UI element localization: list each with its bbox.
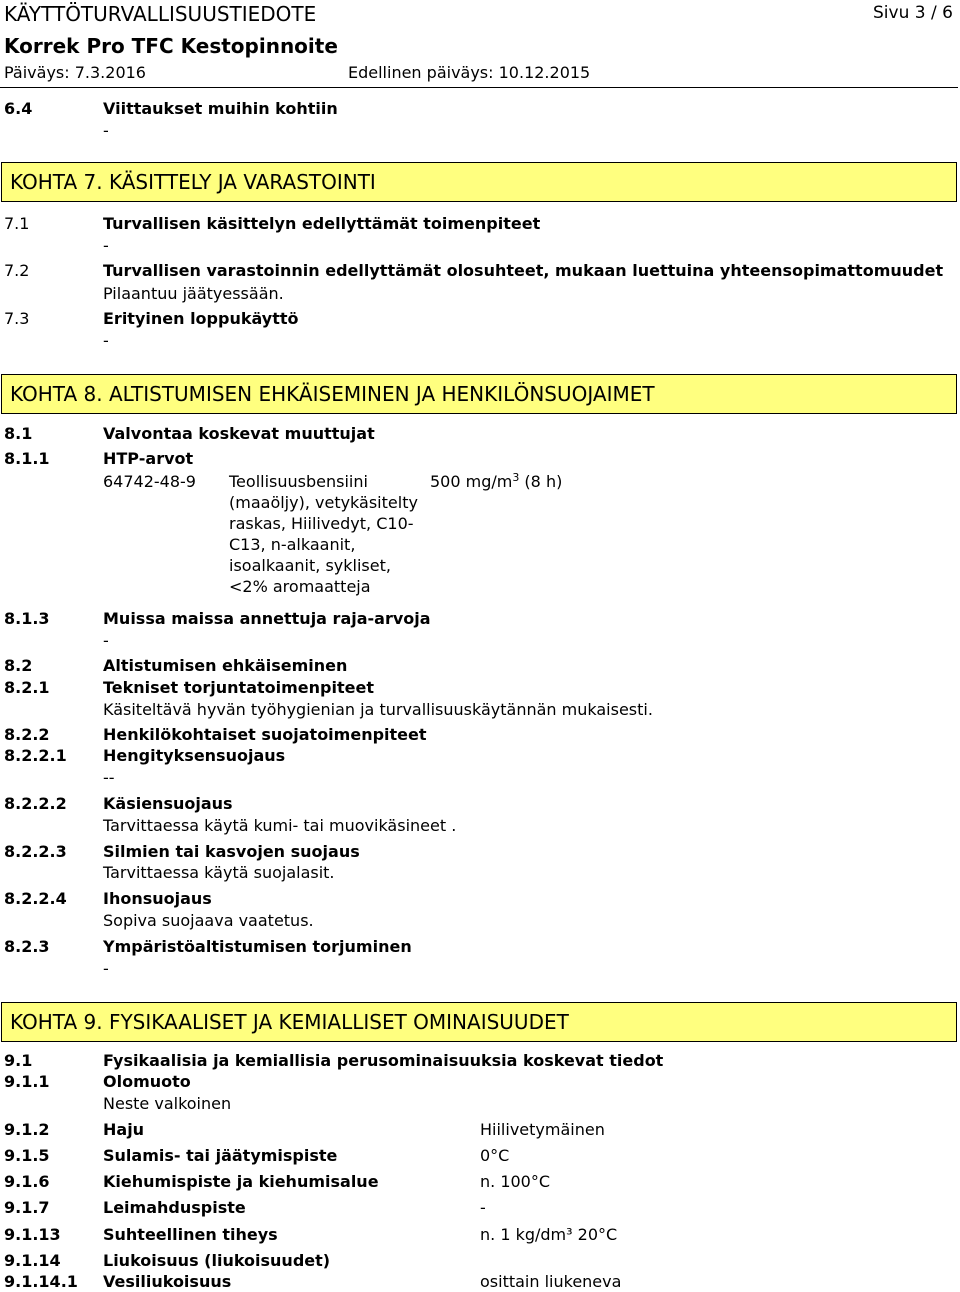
section-number: 9.1 <box>4 1051 33 1070</box>
substance-line: raskas, Hiilivedyt, C10- <box>229 514 414 533</box>
property-value: Hiilivetymäinen <box>480 1120 605 1139</box>
property-name: Sulamis- tai jäätymispiste <box>103 1146 338 1165</box>
section-9-header <box>1 1002 957 1042</box>
exposure-limit-value <box>430 471 563 491</box>
section-title: HTP-arvot <box>103 449 194 468</box>
section-number: 8.1.1 <box>4 449 50 468</box>
section-text: Pilaantuu jäätyessään. <box>103 284 284 303</box>
section-number: 8.2.2 <box>4 725 50 744</box>
page-number: Sivu 3 / 6 <box>873 3 953 23</box>
property-number: 9.1.14.1 <box>4 1272 78 1291</box>
substance-line: (maaöljy), vetykäsitelty <box>229 493 418 512</box>
section-title: Käsiensuojaus <box>103 794 233 813</box>
section-number: 8.2 <box>4 656 33 675</box>
property-value: 0°C <box>480 1146 510 1165</box>
previous-date: Edellinen päiväys: 10.12.2015 <box>348 63 591 82</box>
section-text: Tarvittaessa käytä kumi- tai muovikäsineet . <box>103 816 457 835</box>
section-title: Olomuoto <box>103 1072 191 1091</box>
property-name: Vesiliukoisuus <box>103 1272 232 1291</box>
section-text: Tarvittaessa käytä suojalasit. <box>103 863 335 882</box>
section-text: - <box>103 631 109 650</box>
substance-line: isoalkaanit, sykliset, <box>229 556 391 575</box>
section-title: Ympäristöaltistumisen torjuminen <box>103 937 412 956</box>
property-number: 9.1.7 <box>4 1198 50 1217</box>
section-title: Ihonsuojaus <box>103 889 212 908</box>
section-number: 8.2.2.1 <box>4 746 67 765</box>
section-number: 6.4 <box>4 99 33 118</box>
property-name: Liukoisuus (liukoisuudet) <box>103 1251 331 1270</box>
section-number: 8.1 <box>4 424 33 443</box>
section-text: - <box>103 959 109 978</box>
section-title: Muissa maissa annettuja raja-arvoja <box>103 609 431 628</box>
section-text: -- <box>103 768 115 787</box>
section-number: 8.1.3 <box>4 609 50 628</box>
section-title: Turvallisen varastoinnin edellyttämät olosuhteet, mukaan luettuina yhteensopimattomuudet <box>103 261 944 280</box>
section-8-header <box>1 374 957 414</box>
substance-line: Teollisuusbensiini <box>229 472 368 491</box>
section-text: - <box>103 236 109 255</box>
substance-line: C13, n-alkaanit, <box>229 535 356 554</box>
property-value: - <box>480 1198 486 1217</box>
header-divider <box>0 87 958 88</box>
section-title: Viittaukset muihin kohtiin <box>103 99 338 118</box>
property-number: 9.1.2 <box>4 1120 50 1139</box>
section-title: Henkilökohtaiset suojatoimenpiteet <box>103 725 427 744</box>
section-9-title: KOHTA 9. FYSIKAALISET JA KEMIALLISET OMINAISUUDET <box>10 1010 569 1034</box>
section-text: Käsiteltävä hyvän työhygienian ja turvallisuuskäytännän mukaisesti. <box>103 700 653 719</box>
limit-period: (8 h) <box>519 472 563 491</box>
issue-date: Päiväys: 7.3.2016 <box>4 63 146 82</box>
substance-name <box>229 471 419 597</box>
property-value: n. 1 kg/dm³ 20°C <box>480 1225 618 1244</box>
section-number: 9.1.1 <box>4 1072 50 1091</box>
section-number: 8.2.3 <box>4 937 50 956</box>
section-text: - <box>103 331 109 350</box>
property-value: osittain liukeneva <box>480 1272 622 1291</box>
limit-unit-exponent: 3 <box>512 471 520 484</box>
section-title: Valvontaa koskevat muuttujat <box>103 424 375 443</box>
section-number: 7.3 <box>4 309 30 328</box>
property-number: 9.1.13 <box>4 1225 61 1244</box>
property-name: Suhteellinen tiheys <box>103 1225 278 1244</box>
section-title: Tekniset torjuntatoimenpiteet <box>103 678 374 697</box>
section-number: 7.1 <box>4 214 30 233</box>
substance-line: <2% aromaatteja <box>229 577 371 596</box>
section-number: 7.2 <box>4 261 30 280</box>
section-title: Turvallisen käsittelyn edellyttämät toimenpiteet <box>103 214 541 233</box>
section-title: Hengityksensuojaus <box>103 746 286 765</box>
section-text: - <box>103 121 109 140</box>
cas-number: 64742-48-9 <box>103 472 196 491</box>
property-name: Haju <box>103 1120 145 1139</box>
property-number: 9.1.6 <box>4 1172 50 1191</box>
property-number: 9.1.5 <box>4 1146 50 1165</box>
section-number: 8.2.2.2 <box>4 794 67 813</box>
property-value: n. 100°C <box>480 1172 551 1191</box>
product-name: Korrek Pro TFC Kestopinnoite <box>4 34 338 58</box>
property-name: Leimahduspiste <box>103 1198 246 1217</box>
section-7-header <box>1 162 957 202</box>
section-number: 8.2.2.3 <box>4 842 67 861</box>
property-name: Kiehumispiste ja kiehumisalue <box>103 1172 379 1191</box>
section-title: Erityinen loppukäyttö <box>103 309 299 328</box>
document-type-title: KÄYTTÖTURVALLISUUSTIEDOTE <box>4 2 317 26</box>
section-7-title: KOHTA 7. KÄSITTELY JA VARASTOINTI <box>10 170 376 194</box>
section-title: Silmien tai kasvojen suojaus <box>103 842 360 861</box>
section-8-title: KOHTA 8. ALTISTUMISEN EHKÄISEMINEN JA HENKILÖNSUOJAIMET <box>10 382 655 406</box>
limit-value: 500 mg/m <box>430 472 513 491</box>
section-title: Altistumisen ehkäiseminen <box>103 656 348 675</box>
section-number: 8.2.2.4 <box>4 889 67 908</box>
section-number: 8.2.1 <box>4 678 50 697</box>
section-title: Fysikaalisia ja kemiallisia perusominaisuuksia koskevat tiedot <box>103 1051 664 1070</box>
section-text: Sopiva suojaava vaatetus. <box>103 911 314 930</box>
section-text: Neste valkoinen <box>103 1094 232 1113</box>
property-number: 9.1.14 <box>4 1251 61 1270</box>
